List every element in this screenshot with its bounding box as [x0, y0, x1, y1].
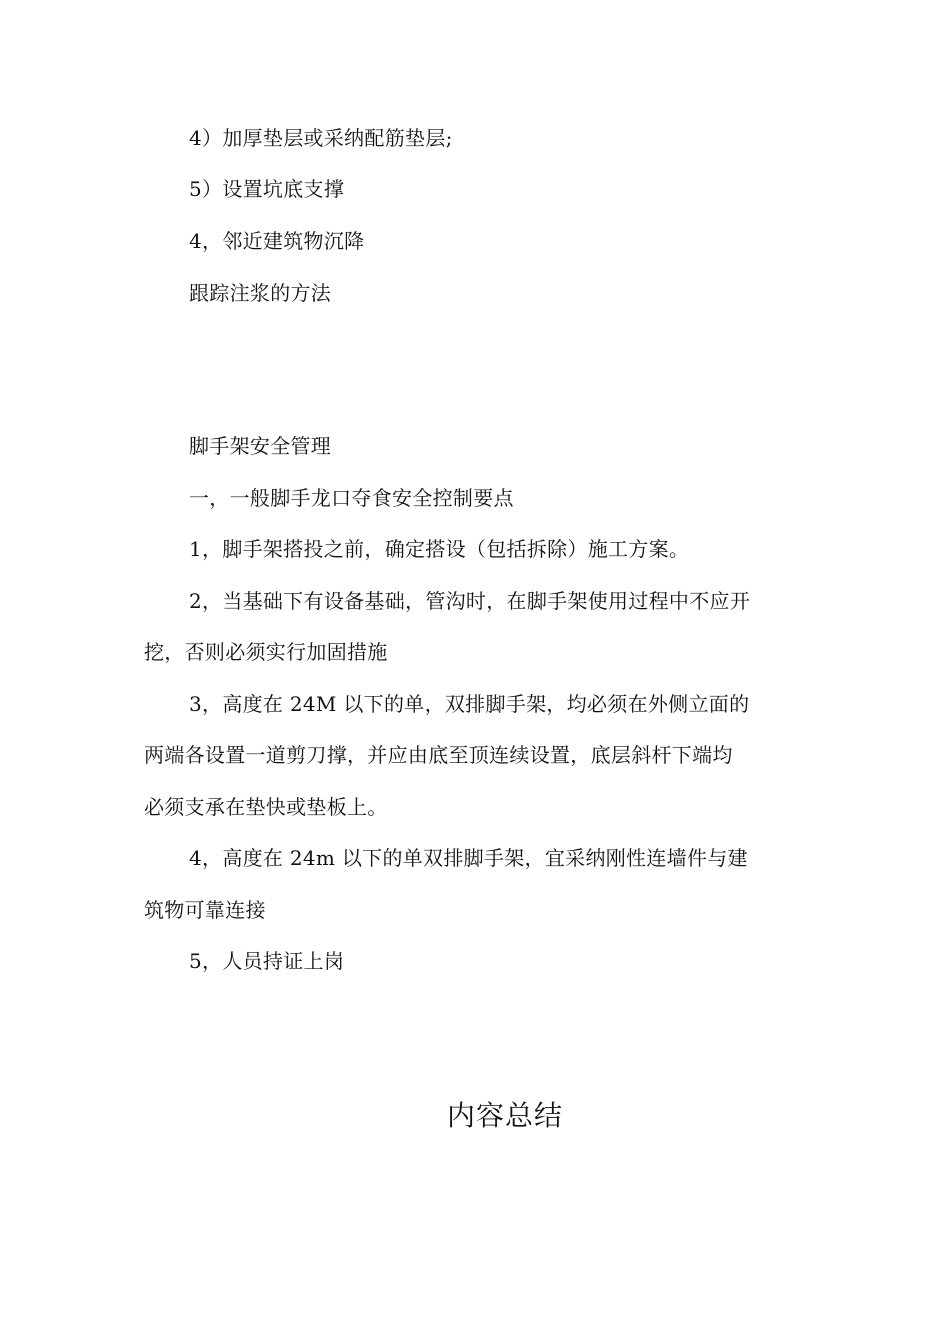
paragraph-line: 1，脚手架搭投之前，确定搭设（包括拆除）施工方案。 — [189, 537, 690, 561]
paragraph-line: 跟踪注浆的方法 — [189, 281, 332, 305]
paragraph-line: 两端各设置一道剪刀撑，并应由底至顶连续设置，底层斜杆下端均 — [144, 743, 733, 767]
paragraph-line: 4）加厚垫层或采纳配筋垫层; — [189, 126, 453, 150]
summary-title: 内容总结 — [447, 1099, 564, 1132]
paragraph-line: 必须支承在垫快或垫板上。 — [144, 795, 388, 819]
paragraph-line: 5）设置坑底支撑 — [189, 177, 345, 201]
paragraph-line: 一，一般脚手龙口夺食安全控制要点 — [189, 486, 514, 510]
section-heading: 脚手架安全管理 — [189, 434, 332, 458]
paragraph-line: 4，邻近建筑物沉降 — [189, 229, 365, 253]
paragraph-line: 2，当基础下有设备基础，管沟时，在脚手架使用过程中不应开 — [189, 589, 751, 613]
paragraph-line: 筑物可靠连接 — [144, 898, 266, 922]
paragraph-line: 挖，否则必须实行加固措施 — [144, 640, 388, 664]
paragraph-line: 4，高度在 24m 以下的单双排脚手架，宜采纳刚性连墙件与建 — [189, 846, 748, 870]
paragraph-line: 3，高度在 24M 以下的单，双排脚手架，均必须在外侧立面的 — [189, 692, 750, 716]
paragraph-line: 5，人员持证上岗 — [189, 949, 345, 973]
